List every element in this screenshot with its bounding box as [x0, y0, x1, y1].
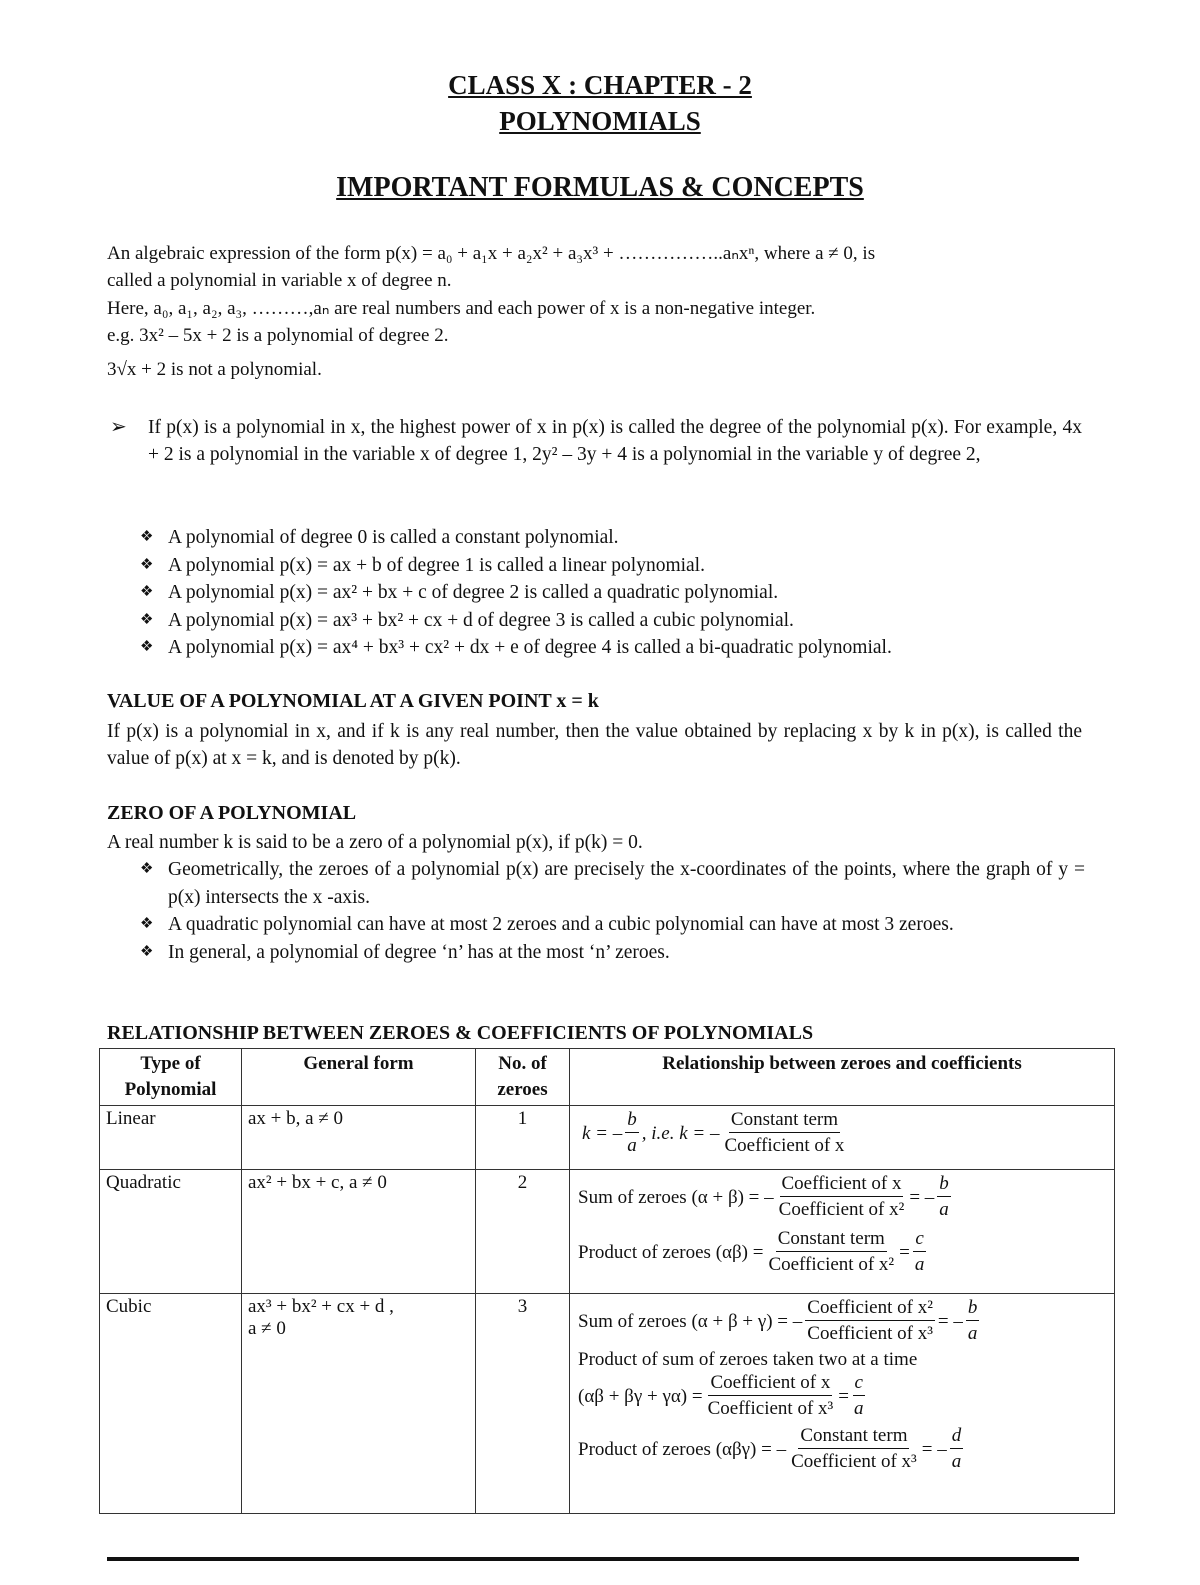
diamond-bullet-icon: ❖ [140, 611, 154, 628]
zeroes-cell: 1 [476, 1106, 570, 1170]
denominator: Coefficient of x² [768, 1254, 895, 1275]
zero-facts-list [140, 856, 1085, 966]
arrow-bullet-icon: ➢ [110, 416, 127, 438]
zero-section-heading: ZERO OF A POLYNOMIAL [107, 802, 357, 824]
zeroes-cell: 3 [476, 1294, 570, 1514]
relation-cell [570, 1170, 1115, 1294]
fraction [805, 1296, 935, 1347]
diamond-bullet-icon: ❖ [140, 943, 154, 960]
two-at-a-time-expr: (αβ + βγ + γα) = [578, 1385, 703, 1407]
numerator: b [966, 1296, 980, 1321]
fraction [625, 1108, 639, 1159]
zero-section-text: A real number k is said to be a zero of a polynomial p(x), if p(k) = 0. [107, 832, 643, 853]
form-line-2: a ≠ 0 [248, 1318, 286, 1339]
fraction [852, 1371, 866, 1422]
degree-definition-text: If p(x) is a polynomial in x, the highest power of x in p(x) is called the degree of the polynomial p(x). For example, 4x + 2 is a polynomial in the variable x of degree 1, 2y² – 3y + 4 is a polynomial in the variable y of degree 2, [148, 417, 1082, 465]
diamond-bullet-icon: ❖ [140, 861, 154, 877]
list-item-text: A polynomial p(x) = ax⁴ + bx³ + cx² + dx + e of degree 4 is called a bi-quadratic polynomial. [168, 637, 892, 658]
intro-line-2: called a polynomial in variable x of degree n. [107, 270, 452, 291]
list-item-text: A polynomial of degree 0 is called a constant polynomial. [168, 527, 619, 548]
table-row [100, 1106, 1115, 1170]
list-item [140, 939, 1085, 967]
type-cell: Cubic [100, 1294, 242, 1514]
column-header: Type of Polynomial [100, 1049, 242, 1106]
numerator: Coefficient of x [780, 1172, 904, 1197]
denominator: a [967, 1323, 978, 1344]
chapter-title: POLYNOMIALS [499, 106, 701, 136]
intro-line-5: 3√x + 2 is not a polynomial. [107, 359, 322, 380]
ie-text: , i.e. k = – [641, 1122, 720, 1144]
diamond-bullet-icon: ❖ [140, 529, 154, 545]
section-title: IMPORTANT FORMULAS & CONCEPTS [336, 172, 864, 203]
list-item [140, 552, 1085, 580]
denominator: Coefficient of x³ [707, 1398, 834, 1419]
denominator: a [914, 1254, 925, 1275]
equals: = [899, 1241, 910, 1263]
relation-cell [570, 1106, 1115, 1170]
equals: = – [937, 1310, 963, 1332]
denominator: Coefficient of x³ [791, 1451, 917, 1472]
zeroes-cell: 2 [476, 1170, 570, 1294]
denominator: a [951, 1451, 962, 1472]
equals: = – [909, 1186, 935, 1208]
list-item-text: In general, a polynomial of degree ‘n’ has at the most ‘n’ zeroes. [168, 941, 670, 963]
sum-label: Sum of zeroes (α + β + γ) = – [578, 1310, 803, 1332]
equals: = [838, 1385, 849, 1407]
fraction [777, 1172, 907, 1223]
fraction [937, 1172, 951, 1223]
numerator: Constant term [798, 1424, 909, 1449]
numerator: c [913, 1227, 925, 1252]
form-line-1: ax³ + bx² + cx + d , [248, 1296, 394, 1317]
numerator: b [937, 1172, 951, 1197]
sum-label: Sum of zeroes (α + β) = – [578, 1186, 774, 1208]
denominator: Coefficient of x² [778, 1199, 905, 1220]
diamond-bullet-icon: ❖ [140, 639, 154, 655]
degree-definition [110, 414, 1082, 468]
fraction [706, 1371, 836, 1422]
table-header-row [100, 1049, 1115, 1106]
numerator: Coefficient of x² [805, 1296, 935, 1321]
column-header: Relationship between zeroes and coefficients [570, 1049, 1115, 1106]
numerator: b [625, 1108, 639, 1133]
fraction [966, 1296, 980, 1347]
list-item [140, 911, 1085, 939]
fraction [950, 1424, 964, 1475]
type-cell: Quadratic [100, 1170, 242, 1294]
relationship-table [99, 1048, 1115, 1514]
numerator: c [853, 1371, 865, 1396]
denominator: a [939, 1199, 949, 1220]
numerator: Constant term [776, 1227, 887, 1252]
list-item [140, 524, 1085, 552]
list-item-text: A polynomial p(x) = ax³ + bx² + cx + d of degree 3 is called a cubic polynomial. [168, 609, 794, 631]
intro-line-3: Here, a₀, a₁, a₂, a₃, ………,aₙ are real numbers and each power of x is a non-negative integer. [107, 298, 816, 319]
numerator: Constant term [729, 1108, 840, 1133]
denominator: a [853, 1398, 864, 1419]
k-equals: k = – [582, 1122, 623, 1144]
value-section-text: If p(x) is a polynomial in x, and if k is any real number, then the value obtained by replacing x by k in p(x), is called the value of p(x) at x = k, and is denoted by p(k). [107, 721, 1082, 769]
table-row [100, 1294, 1115, 1514]
two-at-a-time-label: Product of sum of zeroes taken two at a time [578, 1349, 918, 1370]
list-item [140, 634, 1085, 662]
column-header: No. of zeroes [476, 1049, 570, 1106]
product-label: Product of zeroes (αβ) = [578, 1241, 764, 1263]
numerator: Coefficient of x [708, 1371, 832, 1396]
numerator: d [950, 1424, 964, 1449]
fraction [766, 1227, 896, 1278]
type-cell: Linear [100, 1106, 242, 1170]
fraction [913, 1227, 927, 1278]
list-item [140, 856, 1085, 911]
denominator: Coefficient of x³ [807, 1323, 933, 1344]
denominator: a [627, 1135, 637, 1156]
diamond-bullet-icon: ❖ [140, 556, 154, 573]
table-row [100, 1170, 1115, 1294]
intro-line-1: An algebraic expression of the form p(x) = a₀ + a₁x + a₂x² + a₃x³ + ……………..aₙxⁿ, where a ≠ 0, is [107, 243, 876, 264]
list-item-text: A polynomial p(x) = ax² + bx + c of degree 2 is called a quadratic polynomial. [168, 582, 779, 603]
list-item-text: A polynomial p(x) = ax + b of degree 1 is called a linear polynomial. [168, 554, 705, 576]
form-cell: ax² + bx + c, a ≠ 0 [242, 1170, 476, 1294]
form-cell: ax + b, a ≠ 0 [242, 1106, 476, 1170]
product-label: Product of zeroes (αβγ) = – [578, 1438, 787, 1460]
list-item-text: Geometrically, the zeroes of a polynomial p(x) are precisely the x-coordinates of the points, where the graph of y = p(x) intersects the x -axis. [168, 859, 1085, 908]
column-header: General form [242, 1049, 476, 1106]
denominator: Coefficient of x [724, 1135, 845, 1156]
equals: = – [921, 1438, 947, 1460]
diamond-bullet-icon: ❖ [140, 916, 154, 932]
intro-line-4: e.g. 3x² – 5x + 2 is a polynomial of degree 2. [107, 325, 449, 346]
class-chapter-heading: CLASS X : CHAPTER - 2 [448, 70, 752, 100]
list-item-text: A quadratic polynomial can have at most 2 zeroes and a cubic polynomial can have at most 3 zeroes. [168, 914, 954, 935]
form-cell [242, 1294, 476, 1514]
fraction [722, 1108, 846, 1159]
relation-cell [570, 1294, 1115, 1514]
diamond-bullet-icon: ❖ [140, 584, 154, 600]
footer-divider [107, 1557, 1079, 1561]
degree-types-list [140, 524, 1085, 662]
fraction [789, 1424, 919, 1475]
relationship-heading: RELATIONSHIP BETWEEN ZEROES & COEFFICIENTS OF POLYNOMIALS [107, 1022, 814, 1044]
list-item [140, 579, 1085, 607]
value-section-heading: VALUE OF A POLYNOMIAL AT A GIVEN POINT x = k [107, 690, 599, 712]
list-item [140, 607, 1085, 635]
